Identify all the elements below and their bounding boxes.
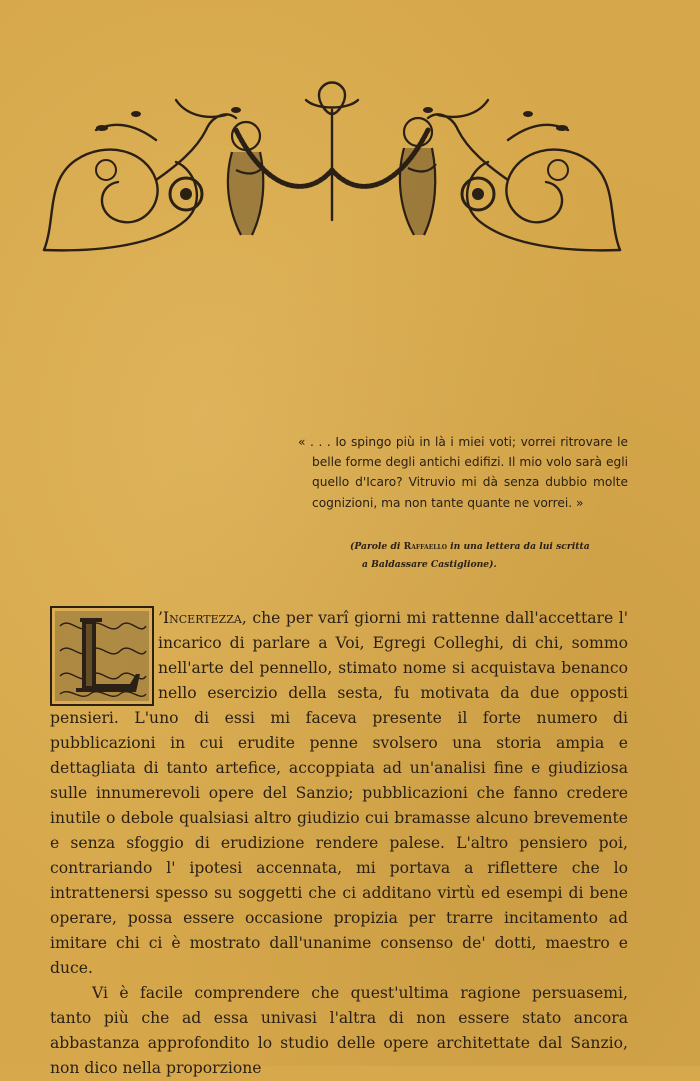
epigraph-text: « . . . Io spingo più in là i miei voti; vorrei ritrovare le belle forme degli antichi edifizi. Il mio volo sarà egli quello d'Icaro? Vitruvio mi dà senza dubbio molte cognizioni, ma non tante quante ne vorrei. » bbox=[298, 435, 628, 510]
source-line2: a Baldassare Castiglione). bbox=[362, 559, 497, 570]
paragraph-1 bbox=[50, 606, 628, 981]
decorated-initial-l-icon bbox=[50, 606, 156, 706]
paragraph-1-text: , che per varî giorni mi rattenne dall'accettare l' incarico di parlare a Voi, Egregi Colleghi, di chi, sommo nell'arte del pennello, stimato nome si acquistava benanco nello esercizio della sesta, fu motivata da due opposti pensieri. L'uno di essi mi faceva presente il forte numero di pubblicazioni in cui erudite penne svolsero una storia ampia e dettagliata di tanto artefice, accoppiata ad un'analisi fine e giudiziosa sulle innumerevoli opere del Sanzio; pubblicazioni che fanno credere inutile o debole qualsiasi altro giudizio cui bramasse alcuno brevemente e senza sfoggio di erudizione rendere palese. L'altro pensiero poi, contrariando l' ipotesi accennata, mi portava a riflettere che lo intrattenersi spesso su soggetti che ci additano virtù ed esempi di bene operare, possa essere occasione propizia per trarre incitamento ad imitare chi ci è mostrato dall'unanime consenso de' dotti, maestro e duce. bbox=[50, 609, 628, 977]
ornamental-headpiece bbox=[36, 70, 628, 260]
epigraph-source bbox=[350, 538, 630, 574]
body-text bbox=[50, 606, 628, 1081]
source-middle: in una lettera da lui scritta bbox=[446, 541, 590, 552]
paragraph-2: Vi è facile comprendere che quest'ultima ragione persuasemi, tanto più che ad essa univasi l'altra di non essere stato ancora abbastanza approfondito lo studio delle opere architettate dal Sanzio, non dico nella proporzione bbox=[50, 984, 628, 1077]
source-prefix: (Parole di bbox=[350, 541, 404, 552]
epigraph-quote bbox=[298, 432, 628, 513]
paragraph-1-lead: ’Incertezza bbox=[158, 609, 242, 627]
source-author: Raffaello bbox=[403, 541, 447, 552]
